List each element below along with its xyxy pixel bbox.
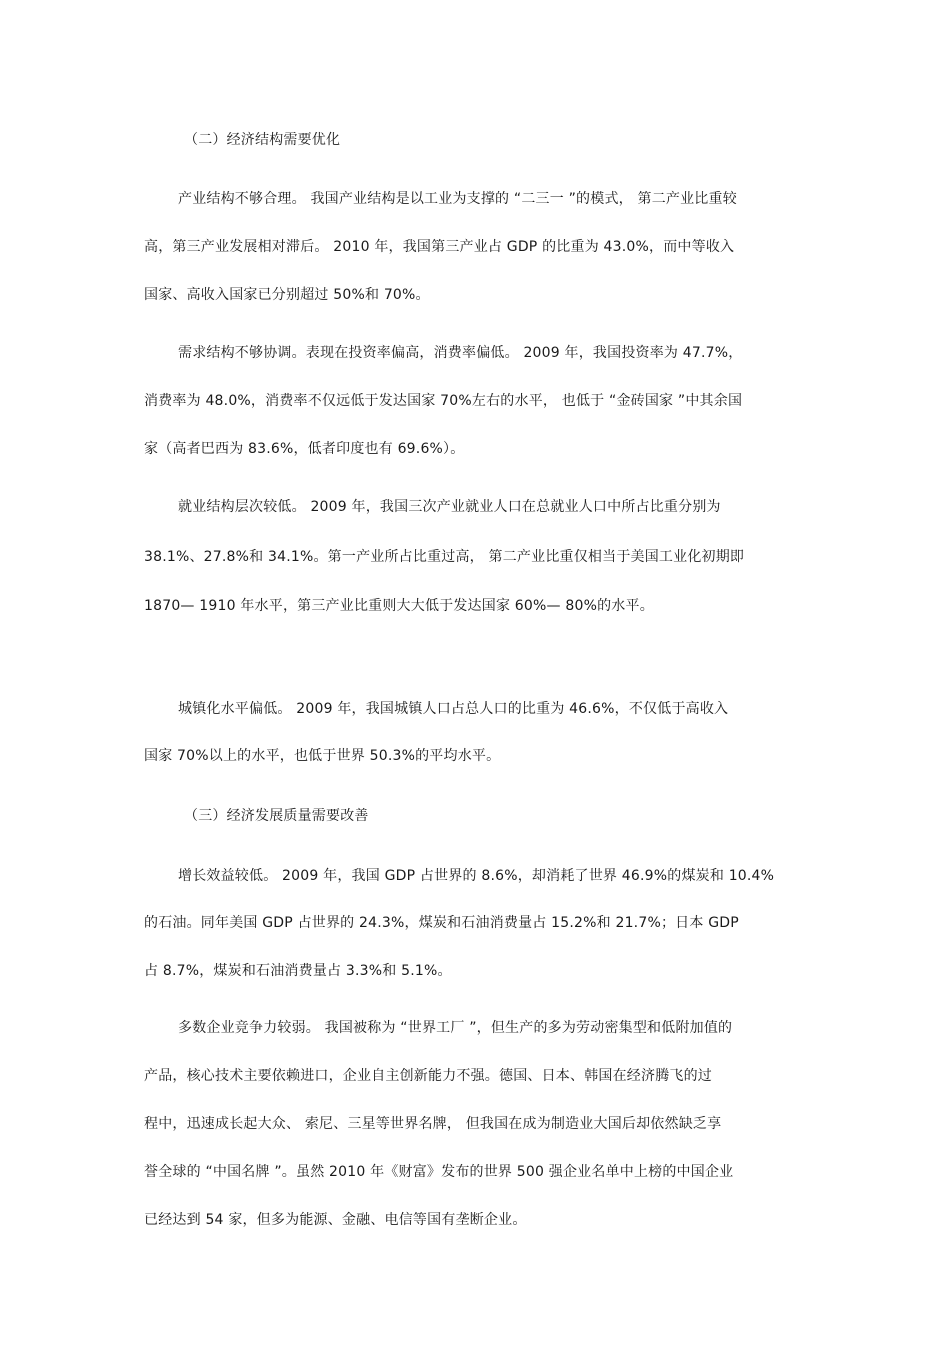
paragraph-line: 就业结构层次较低。 2009 年，我国三次产业就业人口在总就业人口中所占比重分别为 — [178, 499, 721, 515]
paragraph-line: 消费率为 48.0%，消费率不仅远低于发达国家 70%左右的水平， 也低于 “金砖国家 ”中其余国 — [144, 393, 743, 409]
section-heading-3: （三）经济发展质量需要改善 — [184, 808, 369, 824]
paragraph-line: 家（高者巴西为 83.6%，低者印度也有 69.6%）。 — [144, 441, 465, 457]
paragraph-line: 占 8.7%，煤炭和石油消费量占 3.3%和 5.1%。 — [144, 963, 452, 979]
paragraph-line: 增长效益较低。 2009 年，我国 GDP 占世界的 8.6%，却消耗了世界 46.9%的煤炭和 10.4% — [178, 868, 775, 884]
paragraph-line: 产品，核心技术主要依赖进口，企业自主创新能力不强。德国、日本、韩国在经济腾飞的过 — [144, 1068, 712, 1084]
paragraph-line: 誉全球的 “中国名牌 ”。虽然 2010 年《财富》发布的世界 500 强企业名单中上榜的中国企业 — [144, 1164, 734, 1180]
paragraph-line: 国家 70%以上的水平，也低于世界 50.3%的平均水平。 — [144, 748, 501, 764]
paragraph-line: 产业结构不够合理。 我国产业结构是以工业为支撑的 “二三一 ”的模式， 第二产业比重较 — [178, 191, 737, 207]
paragraph-line: 38.1%、27.8%和 34.1%。第一产业所占比重过高， 第二产业比重仅相当于美国工业化初期即 — [144, 549, 745, 565]
paragraph-line: 程中，迅速成长起大众、 索尼、三星等世界名牌， 但我国在成为制造业大国后却依然缺乏享 — [144, 1116, 722, 1132]
paragraph-line: 已经达到 54 家，但多为能源、金融、电信等国有垄断企业。 — [144, 1212, 527, 1228]
paragraph-line: 高，第三产业发展相对滞后。 2010 年，我国第三产业占 GDP 的比重为 43.0%，而中等收入 — [144, 239, 735, 255]
paragraph-line: 需求结构不够协调。表现在投资率偏高，消费率偏低。 2009 年，我国投资率为 47.7%， — [178, 345, 743, 361]
section-heading-2: （二）经济结构需要优化 — [184, 132, 341, 148]
paragraph-line: 国家、高收入国家已分别超过 50%和 70%。 — [144, 287, 430, 303]
paragraph-line: 的石油。同年美国 GDP 占世界的 24.3%，煤炭和石油消费量占 15.2%和 21.7%；日本 GDP — [144, 915, 739, 931]
paragraph-line: 1870— 1910 年水平，第三产业比重则大大低于发达国家 60%— 80%的水平。 — [144, 598, 654, 614]
paragraph-line: 城镇化水平偏低。 2009 年，我国城镇人口占总人口的比重为 46.6%，不仅低于高收入 — [178, 701, 729, 717]
paragraph-line: 多数企业竞争力较弱。 我国被称为 “世界工厂 ”，但生产的多为劳动密集型和低附加值的 — [178, 1020, 733, 1036]
